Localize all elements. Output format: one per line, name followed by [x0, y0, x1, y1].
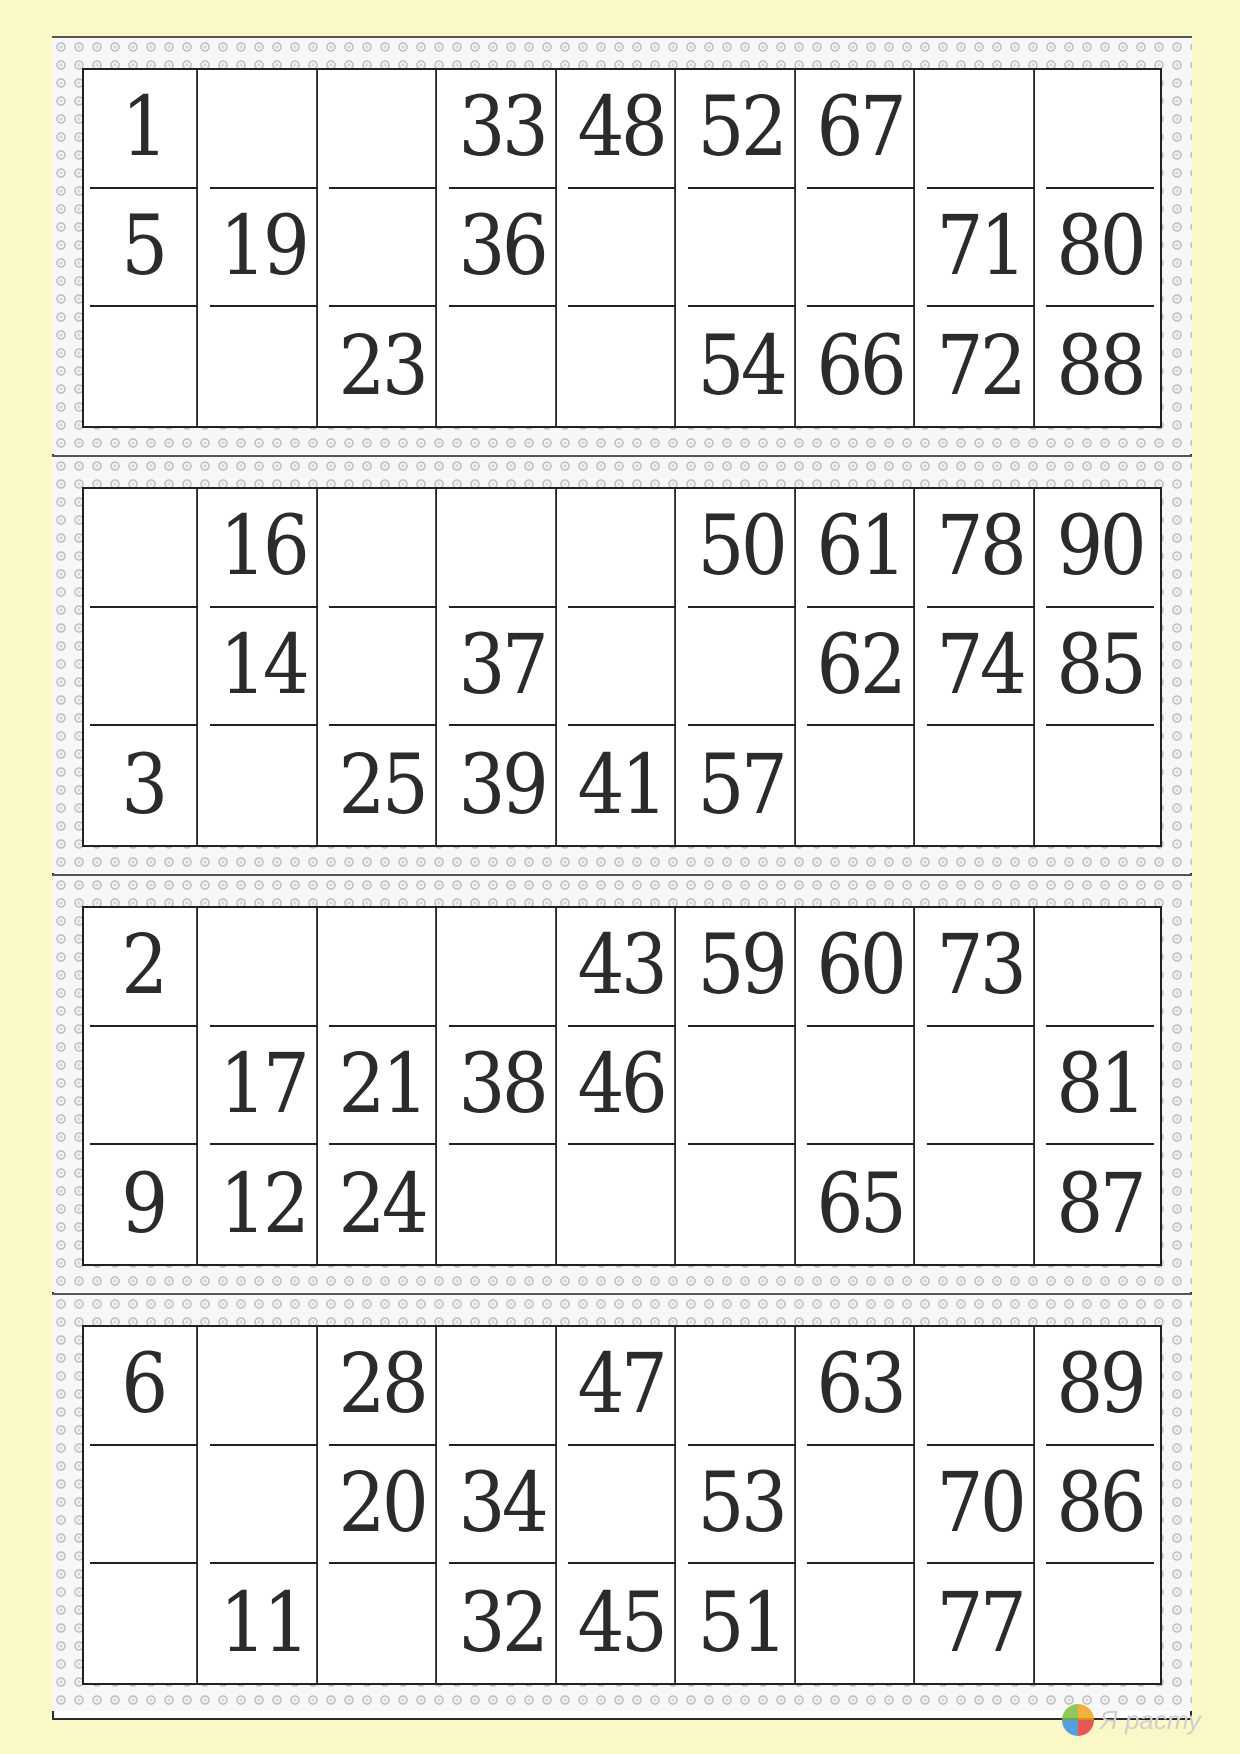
- grid-cell: 45: [568, 1564, 676, 1683]
- grid-cell: [449, 1145, 557, 1264]
- grid-cell: 39: [449, 726, 557, 845]
- grid-cell: [329, 489, 437, 608]
- grid-cell: 6: [90, 1327, 198, 1446]
- grid-cell: [688, 1027, 796, 1146]
- grid-cell: 77: [927, 1564, 1035, 1683]
- grid-cell: 74: [927, 608, 1035, 727]
- grid-cell: 59: [688, 908, 796, 1027]
- grid-cell: 73: [927, 908, 1035, 1027]
- grid-cell: 19: [210, 189, 318, 308]
- grid-cell: [807, 1564, 915, 1683]
- grid-cell: 86: [1046, 1446, 1154, 1565]
- grid-cell: [807, 1446, 915, 1565]
- grid-cell: 1: [90, 70, 198, 189]
- watermark-logo: [1062, 1702, 1201, 1738]
- grid-cell: [90, 1446, 198, 1565]
- grid-cell: 47: [568, 1327, 676, 1446]
- grid-cell: 85: [1046, 608, 1154, 727]
- grid-cell: 41: [568, 726, 676, 845]
- grid-cell: 52: [688, 70, 796, 189]
- lotto-grid: [82, 1325, 1162, 1685]
- grid-cell: [329, 908, 437, 1027]
- grid-cell: [210, 1446, 318, 1565]
- grid-cell: 21: [329, 1027, 437, 1146]
- grid-cell: 90: [1046, 489, 1154, 608]
- grid-cell: [210, 726, 318, 845]
- grid-cell: [90, 608, 198, 727]
- grid-cell: [927, 1027, 1035, 1146]
- grid-cell: 28: [329, 1327, 437, 1446]
- grid-cell: 43: [568, 908, 676, 1027]
- grid-cell: [927, 1145, 1035, 1264]
- grid-cell: [449, 908, 557, 1027]
- grid-cell: 72: [927, 307, 1035, 426]
- grid-cell: 3: [90, 726, 198, 845]
- grid-cell: 9: [90, 1145, 198, 1264]
- grid-cell: 14: [210, 608, 318, 727]
- grid-cell: [1046, 908, 1154, 1027]
- grid-cell: 32: [449, 1564, 557, 1683]
- grid-cell: [329, 189, 437, 308]
- grid-cell: 88: [1056, 318, 1144, 414]
- grid-cell: [688, 1327, 796, 1446]
- grid-cell: 62: [807, 608, 915, 727]
- grid-cell: [210, 1327, 318, 1446]
- grid-cell: [329, 608, 437, 727]
- grid-cell: 17: [210, 1027, 318, 1146]
- grid-cell: 71: [927, 189, 1035, 308]
- grid-cell: [688, 1145, 796, 1264]
- grid-cell: 2: [90, 908, 198, 1027]
- grid-cell: [807, 726, 915, 845]
- grid-cell: 63: [807, 1327, 915, 1446]
- grid-cell: [927, 726, 1035, 845]
- lotto-card-2: [52, 455, 1192, 873]
- grid-cell: [568, 489, 676, 608]
- grid-cell: 33: [449, 70, 557, 189]
- lotto-card-4: [52, 1293, 1192, 1711]
- grid-cell: [210, 307, 318, 426]
- grid-cell: [568, 1145, 676, 1264]
- lotto-grid: [82, 906, 1162, 1266]
- grid-cell: [90, 307, 198, 426]
- grid-cell: 5: [90, 189, 198, 308]
- grid-cell: 70: [927, 1446, 1035, 1565]
- grid-cell: 61: [807, 489, 915, 608]
- grid-cell: [449, 1327, 557, 1446]
- grid-cell: 60: [807, 908, 915, 1027]
- grid-cell: [568, 608, 676, 727]
- grid-cell: [807, 189, 915, 308]
- grid-cell: 50: [688, 489, 796, 608]
- grid-cell: 57: [688, 726, 796, 845]
- grid-cell: [688, 189, 796, 308]
- grid-cell: 80: [1046, 189, 1154, 308]
- lotto-card-1: [52, 36, 1192, 454]
- grid-cell: 38: [449, 1027, 557, 1146]
- grid-cell: [688, 608, 796, 727]
- grid-cell: [90, 1564, 198, 1683]
- grid-cell: 78: [927, 489, 1035, 608]
- grid-cell: 51: [688, 1564, 796, 1683]
- lotto-grid: [82, 487, 1162, 847]
- grid-cell: 65: [807, 1145, 915, 1264]
- grid-cell: 12: [210, 1145, 318, 1264]
- grid-cell: [568, 189, 676, 308]
- grid-cell: [1046, 1564, 1154, 1683]
- grid-cell: 46: [568, 1027, 676, 1146]
- lotto-grid: [82, 68, 1162, 428]
- grid-cell: [210, 908, 318, 1027]
- grid-cell: [210, 70, 318, 189]
- grid-cell: 25: [329, 726, 437, 845]
- grid-cell: [807, 1027, 915, 1146]
- grid-cell: [449, 307, 557, 426]
- grid-cell: [329, 1564, 437, 1683]
- watermark-text: Я расту: [1100, 1704, 1201, 1735]
- grid-cell: 48: [568, 70, 676, 189]
- grid-cell: [568, 307, 676, 426]
- grid-cell: [1046, 70, 1154, 189]
- grid-cell: [449, 489, 557, 608]
- grid-cell: 89: [1046, 1327, 1154, 1446]
- lotto-card-3: [52, 874, 1192, 1292]
- grid-cell: 24: [329, 1145, 437, 1264]
- grid-cell: [90, 489, 198, 608]
- beach-ball-icon: [1062, 1704, 1094, 1736]
- grid-cell: 37: [449, 608, 557, 727]
- grid-cell: 23: [329, 307, 437, 426]
- grid-cell: 20: [329, 1446, 437, 1565]
- grid-cell: 53: [688, 1446, 796, 1565]
- grid-cell: 36: [449, 189, 557, 308]
- grid-cell: 67: [807, 70, 915, 189]
- grid-cell: 54: [688, 307, 796, 426]
- grid-cell: [568, 1446, 676, 1565]
- grid-cell: 16: [210, 489, 318, 608]
- grid-cell: 11: [210, 1564, 318, 1683]
- grid-cell: 81: [1046, 1027, 1154, 1146]
- grid-cell: [927, 70, 1035, 189]
- grid-cell: [329, 70, 437, 189]
- grid-cell: 34: [449, 1446, 557, 1565]
- grid-cell: [927, 1327, 1035, 1446]
- grid-cell: [1046, 726, 1154, 845]
- grid-cell: [90, 1027, 198, 1146]
- grid-cell: 87: [1056, 1156, 1144, 1252]
- grid-cell: 66: [807, 307, 915, 426]
